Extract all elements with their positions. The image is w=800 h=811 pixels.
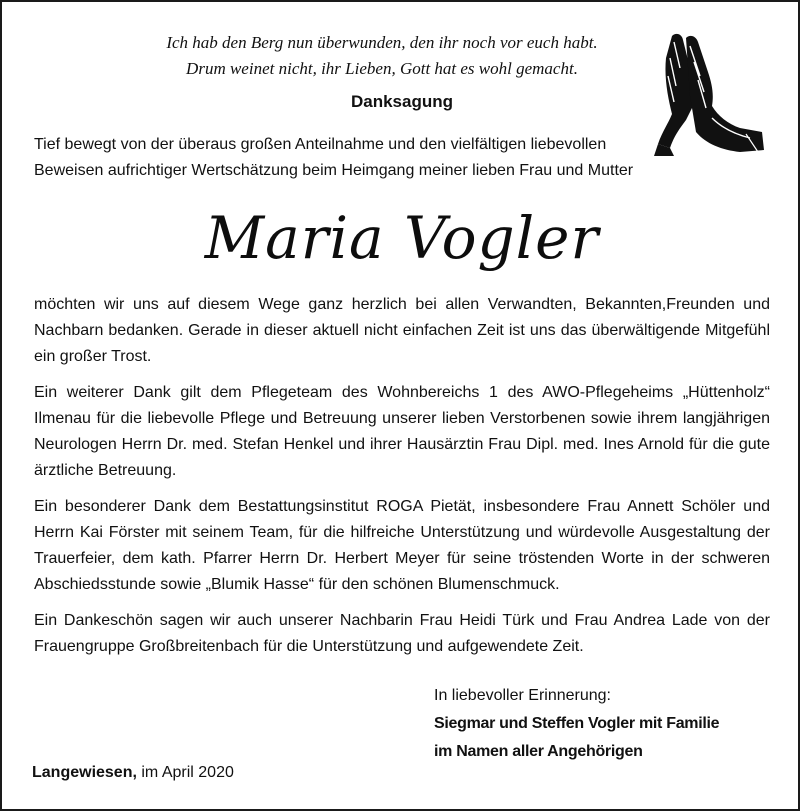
deceased-name: Maria Vogler	[204, 204, 600, 272]
heading: Danksagung	[350, 92, 454, 111]
closing	[434, 682, 774, 766]
family-signature: Siegmar und Steffen Vogler mit Familie	[434, 715, 720, 732]
intro-text	[34, 132, 654, 184]
poem-line: Drum weinet nicht, ihr Lieben, Gott hat es wohl gemacht.	[186, 59, 578, 78]
intro-line: Tief bewegt von der überaus großen Anteilnahme und den vielfältigen liebevollen	[34, 136, 607, 153]
paragraph: Ein Dankeschön sagen wir auch unserer Nachbarin Frau Heidi Türk und Frau Andrea Lade von der Frauengruppe Großbreitenbach für die Unterstützung und aufgewendete Zeit.	[34, 612, 770, 655]
paragraph: Ein besonderer Dank dem Bestattungsinstitut ROGA Pietät, insbesondere Frau Annett Schöler und Herrn Kai Förster mit seinem Team, für die hilfreiche Unterstützung und würdevolle Ausgestaltung der Trauerfeier, dem kath. Pfarrer Herrn Dr. Herbert Meyer für seine tröstenden Worte in der schweren Abschiedsstunde sowie „Blumik Hasse“ für den schönen Blumenschmuck.	[34, 498, 770, 593]
poem	[162, 30, 602, 82]
paragraph: Ein weiterer Dank gilt dem Pflegeteam des Wohnbereichs 1 des AWO-Pflegeheims „Hüttenholz“ Ilmenau für die liebevolle Pflege und Betreuung unserer lieben Verstorbenen sowie ihrem langjährigen Neurologen Herrn Dr. med. Stefan Henkel und ihrer Hausärztin Frau Dipl. med. Ines Arnold für die gute ärztliche Betreuung.	[34, 384, 770, 479]
footer	[32, 764, 234, 782]
intro-line: Beweisen aufrichtiger Wertschätzung beim Heimgang meiner lieben Frau und Mutter	[34, 162, 634, 179]
paragraph: möchten wir uns auf diesem Wege ganz herzlich bei allen Verwandten, Bekannten,Freunden und Nachbarn bedanken. Gerade in dieser aktuell nicht einfachen Zeit ist uns das überwältigende Mitgefühl ein großer Trost.	[34, 296, 770, 365]
remembrance-line: In liebevoller Erinnerung:	[434, 687, 611, 704]
poem-line: Ich hab den Berg nun überwunden, den ihr noch vor euch habt.	[166, 33, 598, 52]
relatives-line: im Namen aller Angehörigen	[434, 743, 643, 760]
date: im April 2020	[141, 764, 234, 781]
place: Langewiesen,	[32, 764, 137, 781]
body-text	[34, 292, 770, 670]
